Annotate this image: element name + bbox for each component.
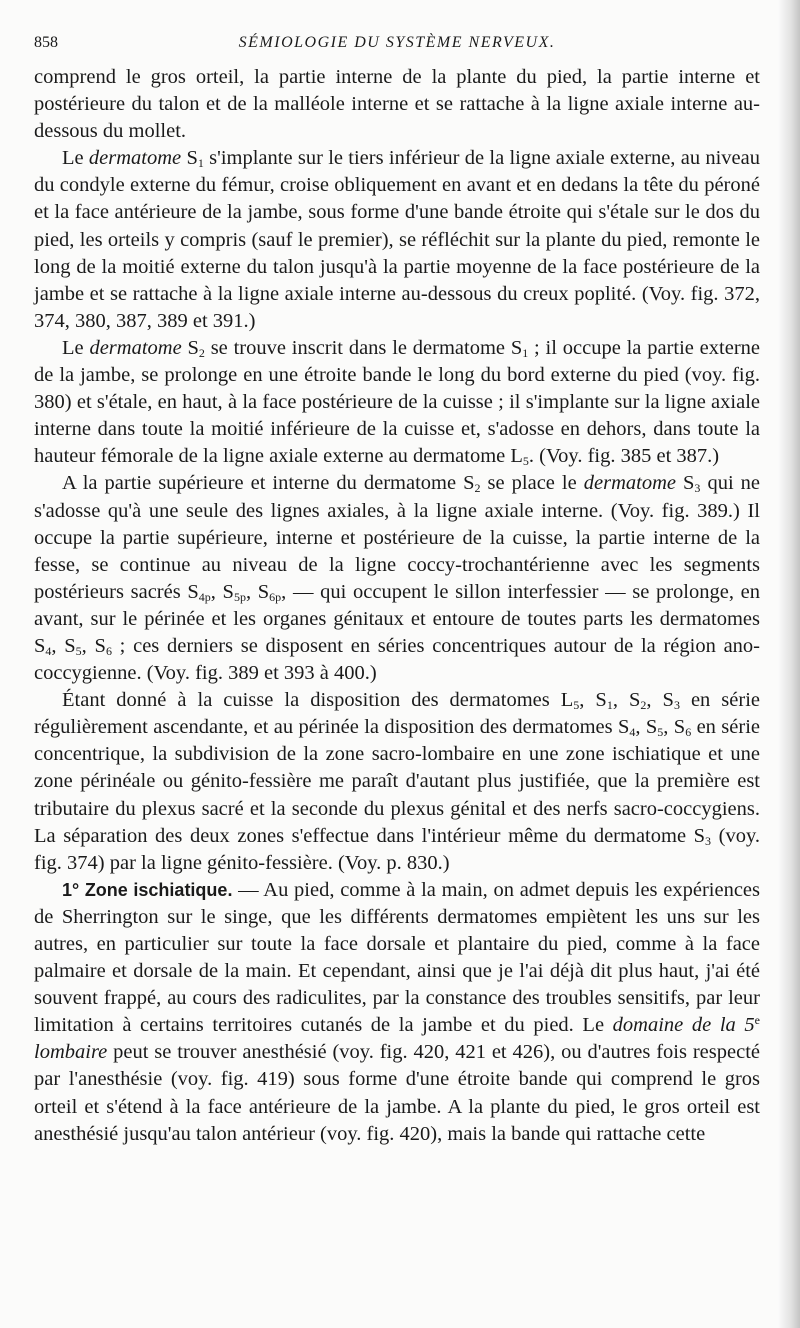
paragraph-5: Étant donné à la cuisse la disposition des dermatomes $L_5$, $S_1$, $S_2$, $S_3$ en série régulièrement ascendante, et au périnée la disposition des dermatomes $S_4$, $S_5$, $S_6$ en série concentrique, la subdivision de la zone sacro-lombaire en une zone ischiatique et une zone périnéale ou génito-fessière me paraît d'autant plus justifiée, que la première est tributaire du plexus sacré et la seconde du plexus génital et des nerfs sacro-coccygiens. La séparation des deux zones s'effectue dans l'intérieur même du dermatome $S_3$ (voy. fig. 374) par la ligne génito-fessière. (Voy. p. 830.) [34,689,761,874]
paragraph-6: 1° Zone ischiatique. — Au pied, comme à la main, on admet depuis les expériences de Sherrington sur le singe, que les différents dermatomes empiètent les uns sur les autres, en particulier sur toute la face dorsale et plantaire du pied, comme à la face palmaire et dorsale de la main. Et cependant, ainsi que je l'ai déjà dit plus haut, j'ai été souvent frappé, au cours des radiculites, par la constance des troubles sensitifs, par leur limitation à certains territoires cutanés de la jambe et du pied. Le domaine de la 5e lombaire peut se trouver anesthésié (voy. fig. 420, 421 et 426), ou d'autres fois respecté par l'anesthésie (voy. fig. 419) sous forme d'une étroite bande qui comprend le gros orteil et s'étend à la face antérieure de la jambe. A la plante du pied, le gros orteil est anesthésié jusqu'au talon antérieur (voy. fig. 420), mais la bande qui rattache cette [34,878,761,1145]
paragraph-2: Le dermatome $S_1$ s'implante sur le tiers inférieur de la ligne axiale externe, au niveau du condyle externe du fémur, croise obliquement en avant et en dedans la tête du péroné et la face antérieure de la jambe, sous forme d'une bande étroite qui s'étale sur le dos du pied, les orteils y compris (sauf le premier), se réfléchit sur la plante du pied, remonte le long de la moitié externe du talon jusqu'à la partie moyenne de la face postérieure de la jambe et se rattache à la ligne axiale interne au-dessous du creux poplité. (Voy. fig. 372, 374, 380, 387, 389 et 391.) [34,147,761,332]
page-number: 858 [34,34,58,51]
term-domaine: domaine de la 5 [612,1014,755,1037]
paragraph-3: Le dermatome $S_2$ se trouve inscrit dans le dermatome $S_1$ ; il occupe la partie externe de la jambe, se prolonge en une étroite bande le long du bord externe du pied (voy. fig. 380) et s'étale, en haut, à la face postérieure de la cuisse ; il s'implante sur la ligne axiale interne dans toute la moitié inférieure de la cuisse et, s'adosse en dehors, dans toute la hauteur fémorale de la ligne axiale externe au dermatome $L_5$. (Voy. fig. 385 et 387.) [34,336,761,469]
section-heading: 1° Zone ischiatique. [62,879,233,900]
paragraph-1: comprend le gros orteil, la partie interne de la plante du pied, la partie interne et postérieure du talon et de la malléole interne et se rattache à la ligne axiale interne au-dessous du mollet. [34,66,760,143]
running-title: SÉMIOLOGIE DU SYSTÈME NERVEUX. [238,34,556,51]
body-text [34,64,760,1148]
term-dermatome: dermatome [88,147,182,170]
page-header [34,30,760,56]
paragraph-4: A la partie supérieure et interne du dermatome $S_2$ se place le dermatome $S_3$ qui ne s'adosse qu'à une seule des lignes axiales, à la ligne axiale interne. (Voy. fig. 389.) Il occupe la partie supérieure, interne et postérieure de la cuisse, la partie interne de la fesse, se continue au niveau de la ligne coccy-trochantérienne avec les segments postérieurs sacrés $S_{4p}$, $S_{5p}$, $S_{6p}$, — qui occupent le sillon interfessier — se prolonge, en avant, sur le périnée et les organes génitaux et entoure de toutes parts les dermatomes $S_4$, $S_5$, $S_6$ ; ces derniers se disposent en séries concentriques autour de la région ano-coccygienne. (Voy. fig. 389 et 393 à 400.) [34,472,761,685]
page-edge-shadow [778,0,800,1328]
term-dermatome: dermatome [583,472,676,495]
term-dermatome: dermatome [89,336,182,359]
